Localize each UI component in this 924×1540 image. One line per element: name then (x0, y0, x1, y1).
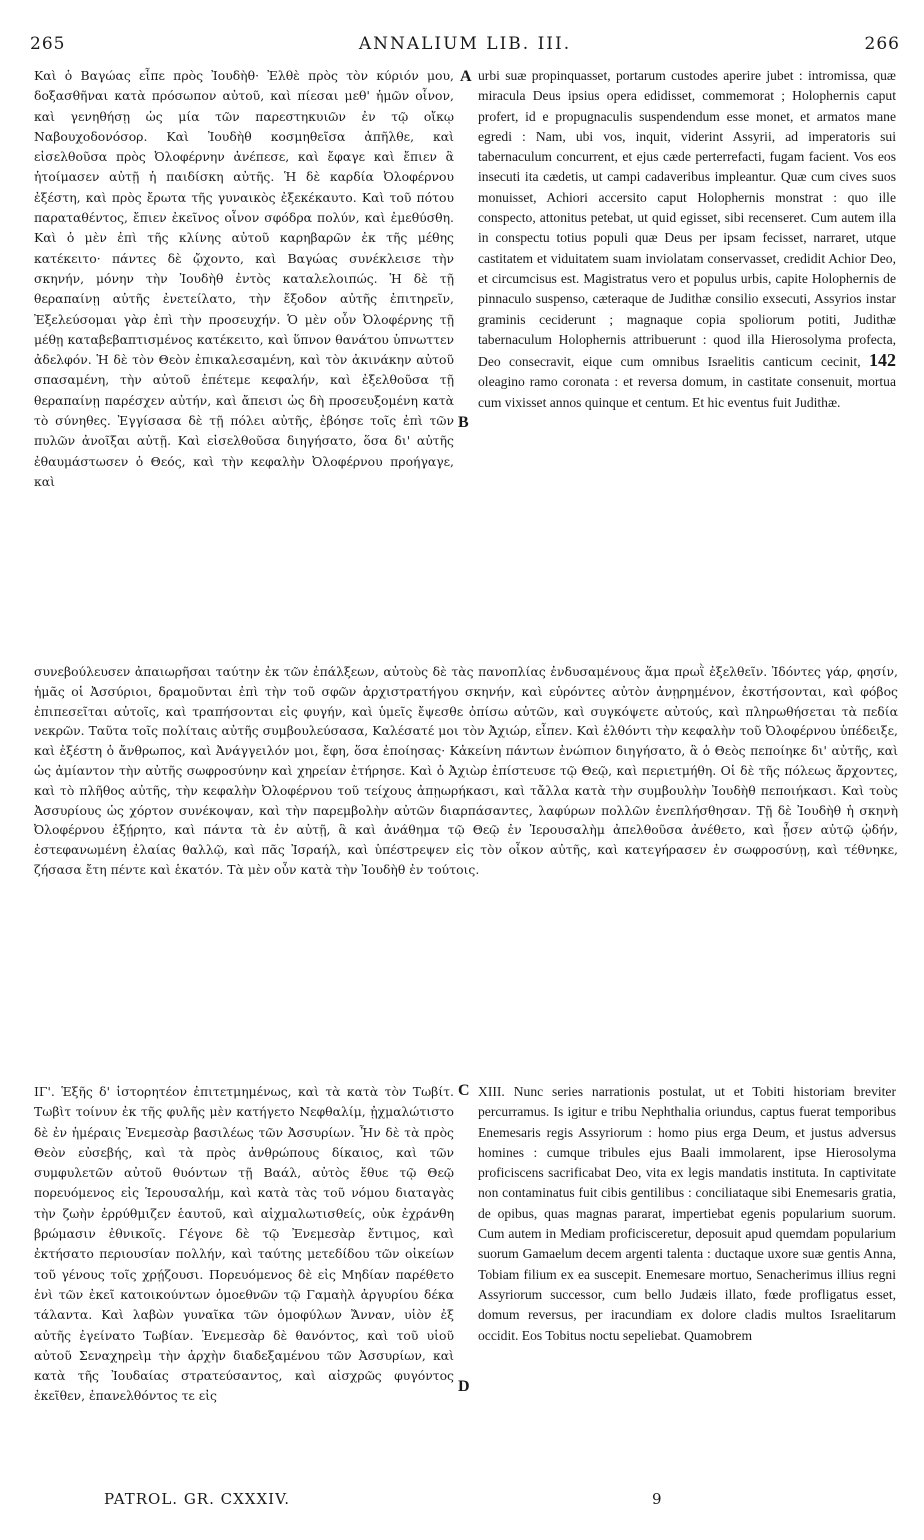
column-marker-b: B (458, 414, 469, 431)
column-marker-c: C (458, 1082, 470, 1099)
latin-column-bottom (478, 1082, 896, 1346)
latin-paragraph-tobit: XIII. Nunc series narrationis postulat, ut et Tobiti historiam breviter percurramus. Is igitur e tribu Nephthalia oriundus, captus fuerat temporibus Enemesaris regis Assyriorum : homo pius erga Deum, et justus adversus homines : cumque tribules ejus Baali immolarent, ipse Hierosolyma proficiscens sacrificabat Deo, vita ex legis mandatis instituta. In captivitate non contaminatus fuit cibis gentilibus : conciliataque sibi Enemesaris gratia, de opibus, quas magnas pararat, impertiebat egenis popularium suorum. Cum autem in Mediam proficisceretur, deposuit apud quemdam popularium suorum Gamaelum decem argenti talenta : ductaque uxore suæ gentis Anna, Tobiam filium ex ea suscepit. Enemesare mortuo, Senacherimus illius regni Assyriorum successor, cum bello Judæis illato, fœde profligatus esset, domum reversus, per iracundiam ex dolore cladis multos Israelitarum occidit. Eos Tobitus noctu sepeliebat. Quamobrem (478, 1084, 896, 1343)
latin-paragraph-judith (478, 66, 896, 413)
latin-judith-text-end: oleagino ramo coronata : et reversa domum, in castitate consenuit, mortua cum vixisset annos quinque et centum. Et hic eventus fuit Judithæ. (478, 374, 896, 410)
page-header (30, 34, 900, 58)
greek-paragraph-tobit: ΙΓ'. Ἑξῆς δ' ἱστορητέον ἐπιτετμημένως, καὶ τὰ κατὰ τὸν Τωβίτ. Τωβὶτ τοίνυν ἐκ τῆς φυλῆς μὲν κατήγετο Νεφθαλίμ, ᾐχμαλώτιστο δὲ ἐν ἡμέραις Ἐνεμεσὰρ βασιλέως τῶν Ἀσσυρίων. Ἦν δὲ τὰ πρὸς Θεὸν εὐσεβής, καὶ τὰ πρὸς ἀνθρώπους δίκαιος, καὶ τῶν συμφυλετῶν αὐτοῦ θυόντων τῇ Βαάλ, αὐτὸς ἔθυε τῷ Θεῷ πορευόμενος εἰς Ἱερουσαλήμ, καὶ κατὰ τὰς τοῦ νόμου διαταγὰς τὴν ζωὴν ἐρρύθμιζεν ἑαυτοῦ, καὶ αἰχμαλωτισθείς, οὐκ ἐχράνθη βρώμασιν ἐθνικοῖς. Γέγονε δὲ τῷ Ἐνεμεσὰρ ἔντιμος, καὶ ἐκτήσατο περιουσίαν πολλήν, καὶ ταύτης μετεδίδου τῶν οἰκείων τοῦ γένους τοῖς χρῄζουσι. Πορευόμενος δὲ εἰς Μηδίαν παρέθετο ἐνὶ τῶν ἐκεῖ κατοικούντων ὁμοεθνῶν τῷ Γαμαὴλ ἀργυρίου δέκα τάλαντα. Καὶ λαβὼν γυναῖκα τῶν ὁμοφύλων Ἄνναν, υἱὸν ἐξ αὐτῆς ἐγείνατο Τωβίαν. Ἐνεμεσὰρ δὲ θανόντος, καὶ τοῦ υἱοῦ αὐτοῦ Σεναχηρεὶμ τὴν ἀρχὴν διαδεξαμένου τῶν Ἀσσυρίων, καὶ κατὰ τῆς Ἰουδαίας στρατεύσαντος, καὶ αἰσχρῶς φυγόντος ἐκεῖθεν, ἐπανελθόντος τε εἰς (34, 1084, 454, 1404)
greek-paragraph-judith: Καὶ ὁ Βαγώας εἶπε πρὸς Ἰουδὴθ· Ἐλθὲ πρὸς τὸν κύριόν μου, δοξασθῆναι κατὰ πρόσωπον αὐτοῦ, καὶ πίεσαι μεθ' ἡμῶν οἶνον, καὶ γενηθήσῃ ὡς μία τῶν παρεστηκυιῶν ἐν τῷ οἴκῳ Ναβουχοδονόσορ. Καὶ Ἰουδὴθ κοσμηθεῖσα ἀπῆλθε, καὶ εἰσελθοῦσα πρὸς Ὀλοφέρνην ἀνέπεσε, καὶ ἔφαγε καὶ ἔπιεν ἃ ἡτοίμασεν αὐτῇ ἡ παιδίσκη αὐτῆς. Ἡ δὲ καρδία Ὀλοφέρνου ἐξέστη, καὶ πρὸς ἔρωτα τῆς γυναικὸς ἐξεκέκαυτο. Καὶ τοῦ πότου παραταθέντος, ἔπιεν ἐκεῖνος οἶνον σφόδρα πολύν, καὶ ἐμεθύσθη. Καὶ ὁ μὲν ἐπὶ τῆς κλίνης αὐτοῦ καρηβαρῶν ἐκ τῆς μέθης κατέκειτο· πάντες δὲ ᾤχοντο, καὶ Βαγώας συνέκλεισε τὴν σκηνήν, μόνην τὴν Ἰουδὴθ ἐντὸς καταλελοιπώς. Ἡ δὲ τῇ θεραπαίνῃ αὐτῆς ἐνετείλατο, τὴν ἔξοδον αὐτῆς ἐπιτηρεῖν, Ἐξελεύσομαι γὰρ ἐπὶ τὴν προσευχήν. Ὁ μὲν οὖν Ὀλοφέρνης τῇ μέθῃ καταβεβαπτισμένος κατέκειτο, καὶ ὕπνον θανάτου ὑπνωττεν ἀδελφόν. Ἡ δὲ τὸν Θεὸν ἐπικαλεσαμένη, καὶ τὸν ἀκινάκην αὐτοῦ σπασαμένη, τὴν αὐτοῦ ἐπέτεμε κεφαλήν, καὶ ἐξελθοῦσα τῇ θεραπαίνῃ παρέσχεν αὐτήν, καὶ ἄπεισι ὡς δὴ προσευξομένη κατὰ τὸ σύνηθες. Ἐγγίσασα δὲ τῇ πόλει αὐτῆς, ἐβόησε τοῖς ἐπὶ τῶν πυλῶν ἀνοῖξαι αὐτῇ. Καὶ εἰσελθοῦσα διηγήσατο, ὅσα δι' αὐτῆς ἐθαυμάστωσεν ὁ Θεός, καὶ τὴν κεφαλὴν Ὀλοφέρνου προήγαγε, καὶ (34, 68, 454, 489)
column-marker-d: D (458, 1378, 470, 1395)
greek-column-top (34, 66, 454, 492)
latin-judith-text: urbi suæ propinquasset, portarum custodes aperire jubet : intromissa, quæ miracula Deus ipsius opera edidisset, commemorat ; Holophernis caput profert, id e propugnaculis suspendendum esse monet, et armatos mane egredi : Nam, ubi vos, inquit, viderint Assyrii, ad imperatoris sui tabernaculum concurrent, et ejus cæde perterrefacti, fugam facient. Vos eos insecuti ita cædetis, ut campi cadaveribus impleantur. Quæ cum cives suos monuisset, Achiori accersito caput Holophernis monstrat : quo ille conspecto, attonitus petebat, ut quid egisset, sibi recenseret. Cum autem illa in conspectu totius populi quæ Deus per ipsam fecisset, narraret, utque castitatem et viduitatem suam inviolatam conservasset, credidit Achior Deo, et circumcisus est. Magistratus vero et populus urbis, capite Holophernis de pinnaculo suspenso, cæteraque de Judithæ consilio exsecuti, Assyrios instar graminis ceciderunt ; magnaque copia spoliorum potiti, Judithæ tabernaculum Holophernis attribuerunt : quod illa Hierosolyma profecta, Deo consecravit, eique cum omnibus Israelitis canticum cecinit, (478, 68, 896, 370)
greek-column-bottom (34, 1082, 454, 1407)
greek-full-text: συνεβούλευσεν ἀπαιωρῆσαι ταύτην ἐκ τῶν ἐπάλξεων, αὐτοὺς δὲ τὰς πανοπλίας ἐνδυσαμένους ἅμα πρωῒ ἐξελθεῖν. Ἰδόντες γάρ, φησίν, ἡμᾶς οἱ Ἀσσύριοι, δραμοῦνται ἐπὶ τὴν τοῦ σφῶν ἀρχιστρατήγου σκηνήν, καὶ εὑρόντες αὐτὸν ἀνῃρημένον, ἐκστήσονται, καὶ φόβος ἐπιπεσεῖται αὐτοῖς, καὶ τραπήσονται εἰς φυγήν, καὶ ὑμεῖς ἔψεσθε ὀπίσω αὐτῶν, καὶ συγκόψετε αὐτούς, καὶ πληρωθήσεται τὰ πεδία νεκρῶν. Ταῦτα τοῖς πολίταις αὐτῆς συμβουλεύσασα, Καλέσατέ μοι τὸν Ἀχιώρ, εἶπεν. Καὶ ἐλθόντι τὴν κεφαλὴν τοῦ Ὀλοφέρνου ὑπέδειξε, καὶ ἐξέστη ὁ ἄνθρωπος, καὶ Ἀνάγγειλόν μοι, ἔφη, ὅσα ἐποίησας· Κἀκείνη πάντων ἐνώπιον διηγήσατο, ἃ ὁ Θεὸς πεποίηκε δι' αὐτῆς, καὶ ὡς ἀμίαντον τὴν αὐτῆς σωφροσύνην καὶ χηρείαν ἐτήρησε. Καὶ ὁ Ἀχιὼρ ἐπίστευσε τῷ Θεῷ, καὶ περιετμήθη. Οἱ δὲ τῆς πόλεως ἄρχοντες, καὶ τὸ πλῆθος αὐτῆς, τὴν κεφαλὴν Ὀλοφέρνου τοῦ τείχους ἀπῃωρήκασι, καὶ τἄλλα κατὰ τὴν συμβουλὴν Ἰουδὴθ πεποιήκασι. Καὶ τοὺς Ἀσσυρίους ὡς χόρτον συνέκοψαν, καὶ τὴν παρεμβολὴν αὐτῶν διαρπάσαντες, λαφύρων πολλῶν ἐνεπλήσθησαν. Τῇ δὲ Ἰουδὴθ ἡ σκηνὴ Ὀλοφέρνου ἐξῄρητο, καὶ πάντα τὰ ἐν αὐτῇ, ἃ καὶ ἀνάθημα τῷ Θεῷ ἐν Ἱερουσαλὴμ ἀπελθοῦσα ἀνέθετο, καὶ ᾖσεν αὐτῷ ᾠδήν, ἐστεφανωμένη ἐλαίας θαλλῷ, καὶ πᾶς Ἰσραήλ, καὶ ὑπέστρεψεν εἰς τὸν οἶκον αὐτῆς, καὶ κατεγήρασεν ἐν σωφροσύνῃ, καὶ τέθνηκε, ζήσασα ἔτη πέντε καὶ ἑκατόν. Τὰ μὲν οὖν κατὰ τὴν Ἰουδὴθ ἐν τούτοις. (34, 664, 898, 877)
column-marker-a: A (460, 68, 472, 85)
footer-sheet-number: 9 (652, 1490, 663, 1508)
footer-signature: PATROL. GR. CXXXIV. (104, 1490, 291, 1508)
right-page-number: 266 (864, 34, 900, 54)
column-number: 142 (869, 350, 896, 371)
running-title: ANNALIUM LIB. III. (358, 34, 572, 54)
greek-full-width-paragraph (34, 662, 898, 880)
latin-column-top (478, 66, 896, 413)
left-page-number: 265 (30, 34, 66, 54)
